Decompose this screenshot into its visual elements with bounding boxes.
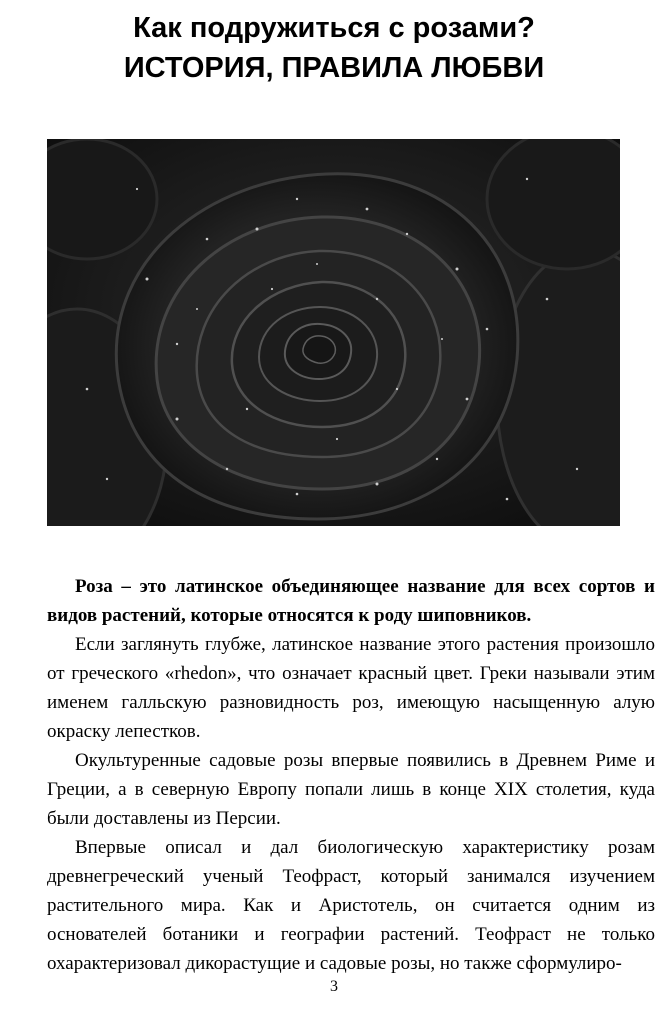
chapter-title-line-1: Как подружиться с розами? [133,12,535,44]
chapter-title-line-2: ИСТОРИЯ, ПРАВИЛА ЛЮБВИ [123,52,545,84]
rose-photo [47,139,620,526]
page-number: 3 [330,978,338,995]
body-paragraph: Если заглянуть глубже, латинское название этого растения произошло от греческого «rhedon», что означает красный цвет. Греки называли этим именем галльскую разновидность роз, имеющую насыщенную алую окраску лепестков. [47,634,655,742]
article-body [47,572,655,978]
chapter-title [0,8,668,88]
body-paragraph: Окультуренные садовые розы впервые появились в Древнем Риме и Греции, а в северную Европу попали лишь в конце XIX столетия, куда были доставлены из Персии. [47,750,655,829]
lead-paragraph: Роза – это латинское объединяющее название для всех сортов и видов растений, которые относятся к роду шиповников. [47,576,655,626]
body-paragraph: Впервые описал и дал биологическую характеристику розам древнегреческий ученый Теофраст, который занимался изучением растительного мира. Как и Аристотель, он считается одним из основателей ботаники и географии растений. Теофраст не только охарактеризовал дикорастущие и садовые розы, но также сформулиро- [47,837,655,974]
